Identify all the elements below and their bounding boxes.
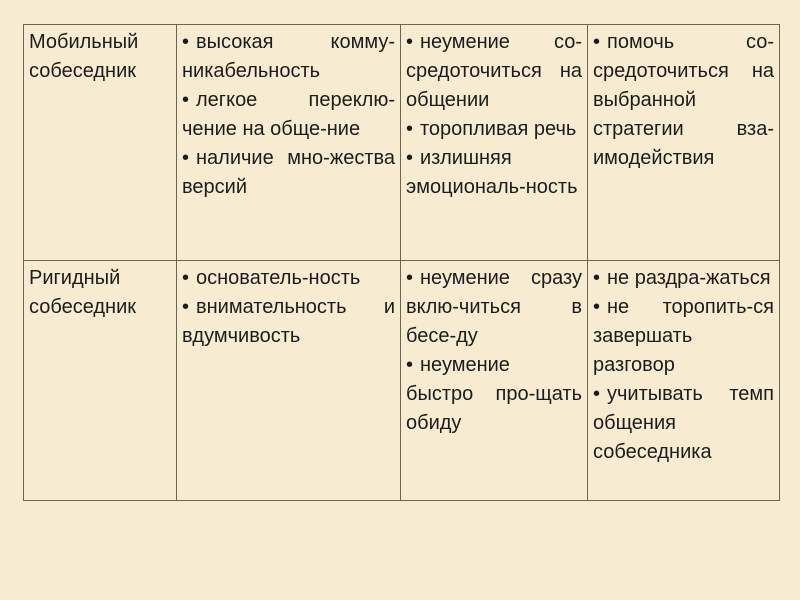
bullet-icon: •: [182, 31, 190, 53]
bullet-icon: •: [593, 31, 601, 53]
list-item: [182, 144, 395, 202]
list-item: [182, 28, 395, 86]
list-item-text: наличие мно-жества версий: [182, 147, 395, 198]
list-item-text: неумение со-средоточиться на общении: [406, 31, 582, 111]
list-item-text: излишняя эмоциональ-ность: [406, 147, 578, 198]
list-item-text: неумение сразу вклю-читься в бесе-ду: [406, 267, 582, 347]
bullet-icon: •: [406, 147, 414, 169]
bullet-icon: •: [593, 383, 601, 405]
type-cell-mobile: [24, 25, 177, 261]
list-item: [593, 264, 774, 293]
recommendations-cell-rigid: [588, 261, 780, 501]
list-item-text: торопливая речь: [420, 118, 577, 140]
list-item-text: легкое переклю-чение на обще-ние: [182, 89, 395, 140]
list-item-text: высокая комму-никабельность: [182, 31, 395, 82]
bullet-icon: •: [182, 89, 190, 111]
table-row-mobile: [24, 25, 780, 261]
bullet-icon: •: [406, 31, 414, 53]
strengths-cell-rigid: [177, 261, 401, 501]
list-item-text: помочь со-средоточиться на выбранной стратегии вза-имодействия: [593, 31, 774, 169]
communicator-types-table: [23, 24, 780, 501]
list-item: [406, 144, 582, 202]
list-item: [182, 86, 395, 144]
list-item-text: основатель-ность: [196, 267, 361, 289]
list-item: [406, 28, 582, 115]
type-cell-rigid: [24, 261, 177, 501]
list-item-text: не торопить-ся завершать разговор: [593, 296, 774, 376]
bullet-icon: •: [182, 147, 190, 169]
list-item: [593, 28, 774, 173]
bullet-icon: •: [593, 296, 601, 318]
list-item-text: неумение быстро про-щать обиду: [406, 354, 582, 434]
bullet-icon: •: [182, 296, 190, 318]
list-item: [182, 264, 395, 293]
list-item-text: учитывать темп общения собеседника: [593, 383, 774, 463]
list-item-text: внимательность и вдумчивость: [182, 296, 395, 347]
type-label: Ригидный собеседник: [29, 267, 137, 318]
list-item-text: не раздра-жаться: [607, 267, 771, 289]
bullet-icon: •: [182, 267, 190, 289]
list-item: [406, 115, 582, 144]
bullet-icon: •: [406, 267, 414, 289]
list-item: [593, 380, 774, 467]
type-label: Мобильный собеседник: [29, 31, 139, 82]
list-item: [182, 293, 395, 351]
bullet-icon: •: [406, 118, 414, 140]
table-row-rigid: [24, 261, 780, 501]
weaknesses-cell-rigid: [401, 261, 588, 501]
list-item: [406, 351, 582, 438]
list-item: [593, 293, 774, 380]
bullet-icon: •: [593, 267, 601, 289]
list-item: [406, 264, 582, 351]
bullet-icon: •: [406, 354, 414, 376]
recommendations-cell-mobile: [588, 25, 780, 261]
weaknesses-cell-mobile: [401, 25, 588, 261]
strengths-cell-mobile: [177, 25, 401, 261]
